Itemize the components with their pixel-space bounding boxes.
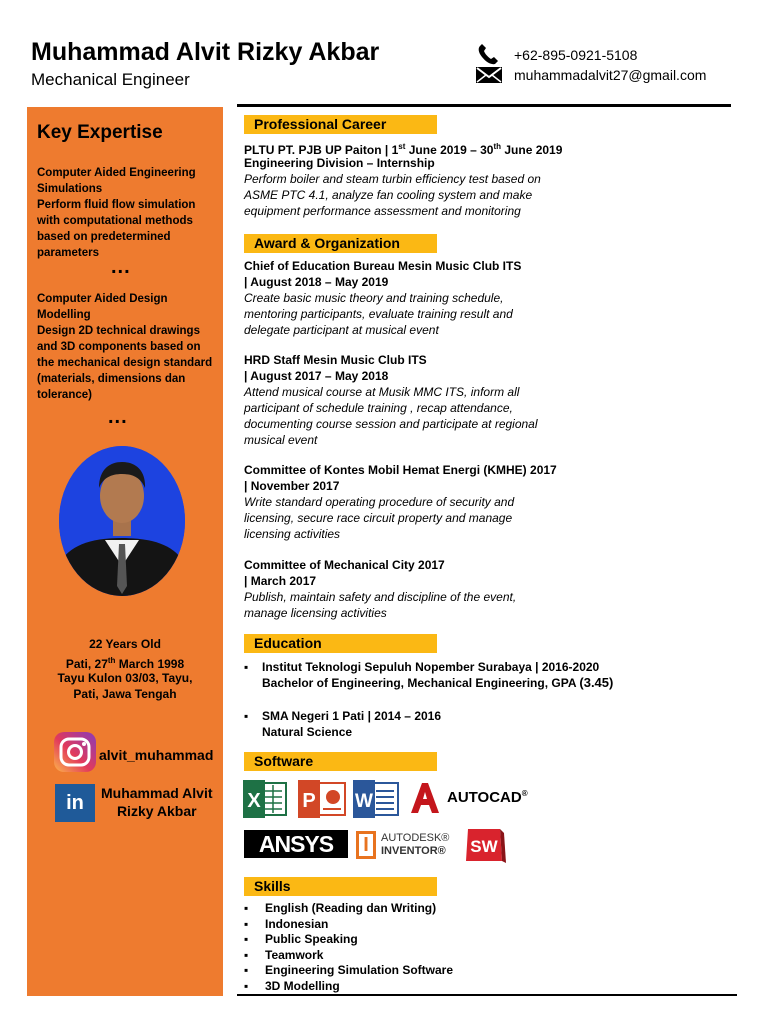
address-line-1: Tayu Kulon 03/03, Tayu, [57,671,193,685]
inventor-logo: I AUTODESK® INVENTOR® [356,831,449,859]
award-3-date: | November 2017 [244,479,340,493]
skill-item: ▪ 3D Modelling [244,979,340,995]
skill-item: ▪ English (Reading dan Writing) [244,901,436,917]
award-3-title: Committee of Kontes Mobil Hemat Energi (KMHE) 2017 [244,463,557,477]
instagram-handle[interactable]: alvit_muhammad [99,746,214,763]
skill-item: ▪ Teamwork [244,948,323,964]
word-icon [352,779,400,824]
birth-info: Pati, 27th March 1998 [65,656,185,671]
education-item: ▪ SMA Negeri 1 Pati | 2014 – 2016 Natural Science [244,709,442,739]
award-3-desc: Write standard operating procedure of security and licensing, secure race circuit property and manage licensing activities [244,495,515,541]
svg-text:P: P [302,790,316,812]
powerpoint-icon [297,779,347,824]
section-skills: Skills [244,877,437,896]
phone-contact [474,44,637,66]
expertise-1-title: Computer Aided Engineering Simulations [37,167,196,195]
career-subtitle: Engineering Division – Internship [244,156,435,170]
expertise-1-desc: Perform fluid flow simulation with computational methods based on predetermined parameters [37,199,196,259]
age: 22 Years Old [89,637,161,651]
phone-icon [474,44,504,66]
solidworks-icon [462,825,506,870]
svg-text:X: X [247,790,261,812]
skill-item: ▪ Indonesian [244,917,328,933]
svg-text:SW: SW [470,837,498,856]
award-2-title: HRD Staff Mesin Music Club ITS [244,353,427,367]
award-4-title: Committee of Mechanical City 2017 [244,558,445,572]
excel-icon [242,779,288,824]
award-2-desc: Attend musical course at Musik MMC ITS, inform all participant of schedule training , recap attendance, documenting course session and participate at regional musical event [244,385,538,447]
profile-photo [59,446,185,596]
linkedin-icon: in [55,784,95,822]
dots-separator: ... [111,256,131,278]
top-divider [237,104,731,107]
expertise-1 [37,165,221,261]
sidebar-title: Key Expertise [37,122,163,143]
linkedin-link[interactable] [55,784,213,822]
svg-text:W: W [355,791,373,812]
instagram-icon [53,732,97,777]
autocad-icon [410,781,440,820]
award-1-title: Chief of Education Bureau Mesin Music Club ITS [244,259,522,273]
skill-item: ▪ Public Speaking [244,932,358,948]
education-item: ▪ Institut Teknologi Sepuluh Nopember Surabaya | 2016-2020 Bachelor of Engineering, Mechanical Engineering, GPA (3.45) [244,660,614,690]
expertise-2-title: Computer Aided Design Modelling [37,293,168,321]
expertise-2 [37,291,221,403]
email-icon [474,64,504,86]
bottom-divider [237,994,737,996]
email-address[interactable]: muhammadalvit27@gmail.com [514,67,707,83]
section-award: Award & Organization [244,234,437,253]
award-1-date: | August 2018 – May 2019 [244,275,389,289]
linkedin-name[interactable]: Muhammad Alvit Rizky Akbar [101,785,213,819]
section-education: Education [244,634,437,653]
instagram-link[interactable] [53,732,213,777]
award-4-desc: Publish, maintain safety and discipline of the event, manage licensing activities [244,590,517,620]
award-4-date: | March 2017 [244,574,317,588]
section-career: Professional Career [244,115,437,134]
email-contact [474,64,706,86]
dots-separator: ... [108,406,128,428]
resume-role: Mechanical Engineer [31,70,190,89]
section-software: Software [244,752,437,771]
autocad-label: AUTOCAD® [447,789,528,806]
award-2-date: | August 2017 – May 2018 [244,369,389,383]
career-title: PLTU PT. PJB UP Paiton | 1st June 2019 – 30th June 2019 [244,142,563,157]
ansys-logo: ANSYS [244,830,348,858]
career-desc: Perform boiler and steam turbin efficiency test based on ASME PTC 4.1, analyze fan cooling system and make equipment performance assessment and monitoring [244,172,541,218]
award-1-desc: Create basic music theory and training schedule, mentoring participants, evaluate training result and delegate participant at musical event [244,291,513,337]
address-line-2: Pati, Jawa Tengah [73,687,177,701]
phone-number[interactable]: +62-895-0921-5108 [514,47,638,63]
expertise-2-desc: Design 2D technical drawings and 3D components based on the mechanical design standard (materials, dimensions dan tolerance) [37,325,213,401]
skill-item: ▪ Engineering Simulation Software [244,963,453,979]
resume-name: Muhammad Alvit Rizky Akbar [31,38,380,66]
